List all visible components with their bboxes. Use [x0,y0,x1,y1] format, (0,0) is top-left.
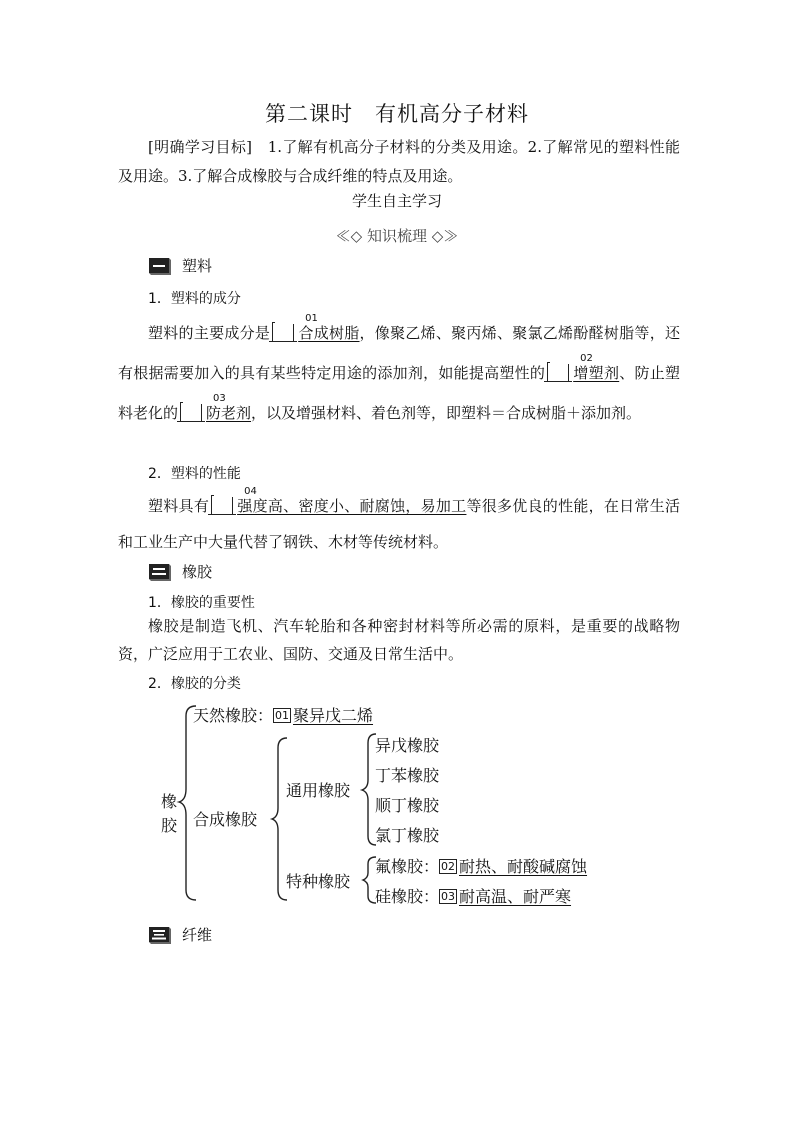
plastic-item1-title: 1．塑料的成分 [148,291,241,307]
special-rubber-label: 硅橡胶： [375,887,440,906]
special-rubber-answer: 耐热、耐酸碱腐蚀 [459,857,588,876]
answer-number-box: 01 [275,709,290,722]
blank-number: 04 [214,487,257,497]
title-topic: 有机高分子材料 [375,102,529,126]
right-chevrons-icon: ◇≫ [431,227,459,245]
objectives-text: 1.了解有机高分子材料的分类及用途。2.了解常见的塑料性能及用途。3.了解合成橡胶与合成纤维的特点及用途。 [118,138,680,185]
answer-synthetic-resin: 合成树脂 [298,324,360,342]
special-rubber-answer: 耐高温、耐严寒 [459,887,572,906]
tree-synthetic-rubber: 合成橡胶 [193,810,258,829]
section-title-fiber: 纤维 [182,926,213,944]
special-rubber-label: 氟橡胶： [375,857,440,876]
section-fiber [148,924,212,945]
objectives-label: [明确学习目标] [148,138,253,156]
title-lesson: 第二课时 [265,102,353,126]
text-run: ，以及增强材料、着色剂等，即塑料＝合成树脂＋添加剂。 [251,404,642,422]
answer-properties: 强度高、密度小、耐腐蚀，易加工 [237,497,467,515]
left-chevrons-icon: ≪◇ [335,227,363,245]
natural-rubber-label: 天然橡胶： [193,706,274,725]
blank-number: 02 [550,354,593,364]
tree-root-label: 橡胶 [161,792,178,835]
natural-rubber-answer: 聚异戊二烯 [293,706,374,725]
tree-special-rubber: 特种橡胶 [286,872,351,891]
plastic-item2-title: 2．塑料的性能 [148,466,241,482]
section-title-plastic: 塑料 [182,257,213,275]
special-rubber-item [375,884,571,907]
answer-number-box: 03 [441,890,456,903]
rubber-item1-title: 1．橡胶的重要性 [148,595,255,611]
text-run: 塑料的主要成分是 [148,324,271,342]
general-rubber-item: 丁苯橡胶 [375,766,440,785]
special-rubber-item [375,854,587,877]
section-number-three-icon [148,925,172,945]
tree-natural-rubber [193,703,373,726]
general-rubber-item: 顺丁橡胶 [375,796,440,815]
general-rubber-item: 异戊橡胶 [375,736,440,755]
text-run: 、防止塑料老化的 [118,364,680,422]
text-run: ，像聚乙烯、聚丙烯、聚氯乙烯酚醛树脂等，还有根据需要加入的具有某些特定用途的添加剂，如能提高塑性的 [118,324,680,382]
section-heading: 学生自主学习 [351,192,442,210]
tree-general-rubber: 通用橡胶 [286,781,351,800]
section-title-rubber: 橡胶 [182,563,213,581]
rubber-item2-title: 2．橡胶的分类 [148,676,241,692]
blank-number: 03 [183,394,226,404]
rubber-importance-paragraph: 橡胶是制造飞机、汽车轮胎和各种密封材料等所必需的原料，是重要的战略物资，广泛应用于工农业、国防、交通及日常生活中。 [118,617,680,663]
text-run: 等很多优良的性能，在日常生活和工业生产中大量代替了钢铁、木材等传统材料。 [118,497,680,551]
general-rubber-item: 氯丁橡胶 [375,826,440,845]
subheading-text: 知识梳理 [366,227,427,245]
text-run: 塑料具有 [148,497,210,515]
answer-plasticizer: 增塑剂 [573,364,620,382]
blank-number: 01 [275,314,318,324]
answer-number-box: 02 [441,860,456,873]
answer-antiager: 防老剂 [206,404,252,422]
